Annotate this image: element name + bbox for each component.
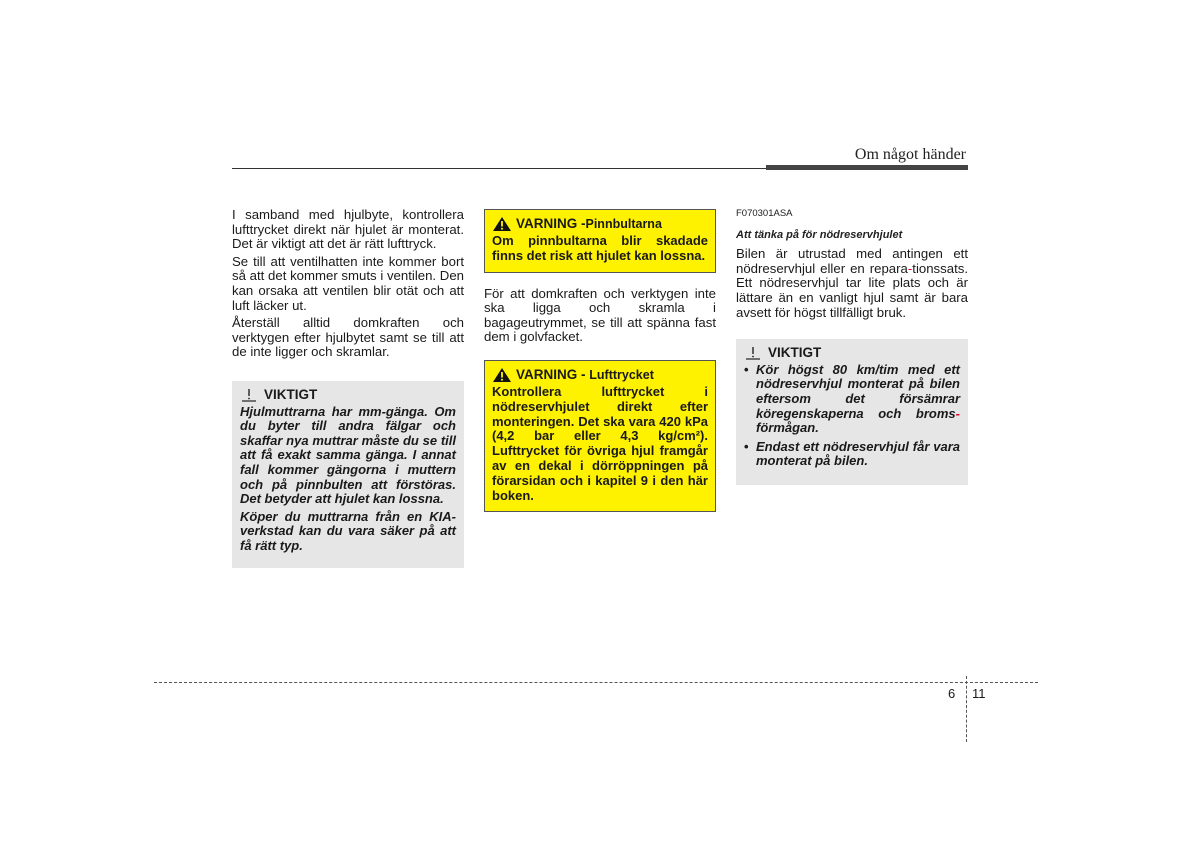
column-right xyxy=(736,207,968,485)
notice-title: VIKTIGT xyxy=(744,346,960,361)
notice-list xyxy=(744,363,960,469)
warning-triangle-icon xyxy=(492,367,512,383)
footer-divider xyxy=(966,676,967,742)
column-left xyxy=(232,208,464,568)
paragraph: För att domkraften och verktygen inte ska ligga och skramla i bagageutrymmet, se till att spänna fast dem i golvfacket. xyxy=(484,285,716,345)
notice-box-spare-wheel xyxy=(736,339,968,485)
list-item: • Endast ett nödreservhjul får vara monterat på bilen. xyxy=(744,440,960,469)
warning-body: Om pinnbultarna blir skadade finns det risk att hjulet kan lossna. xyxy=(492,233,708,263)
header-rule-thick xyxy=(766,165,968,170)
warning-box-studs xyxy=(484,209,716,273)
footer-rule xyxy=(154,682,1038,683)
page-number: 11 xyxy=(972,686,986,701)
warning-body: Kontrollera lufttrycket i nödreservhjulet direkt efter monteringen. Det ska vara 420 kPa (4,2 bar eller 4,3 kg/cm²). Lufttrycket för övriga hjul framgår av en dekal i dörröppningen på förarsidan och i kapitel 9 i den här boken. xyxy=(492,383,708,503)
notice-body: Köper du muttrarna från en KIA-verkstad kan du vara säker på att få rätt typ. xyxy=(240,508,456,553)
warning-title: VARNING - Pinnbultarna xyxy=(492,216,708,232)
notice-body: Hjulmuttrarna har mm-gänga. Om du byter till andra fälgar och skaffar nya muttrar måste du se till att få exakt samma gänga. I annat fall kommer gängorna i muttern och på pinnbulten att förstöras. Det betyder att hjulet kan lossna. xyxy=(240,403,456,507)
warning-title: VARNING - Lufttrycket xyxy=(492,367,708,383)
column-middle xyxy=(484,209,716,512)
notice-box-wheel-nuts xyxy=(232,381,464,569)
section-subheading: Att tänka på för nödreservhjulet xyxy=(736,228,903,241)
warning-triangle-icon xyxy=(492,216,512,232)
warning-box-pressure xyxy=(484,360,716,512)
section-number: 6 xyxy=(948,686,956,701)
page-header-title: Om något händer xyxy=(854,146,966,163)
header-rule-thin xyxy=(232,168,766,169)
paragraph: I samband med hjulbyte, kontrollera lufttrycket direkt när hjulet är monterat. Det är viktigt att det är rätt lufttryck. xyxy=(232,207,464,252)
paragraph: Bilen är utrustad med antingen ett nödreservhjul eller en repara-tionssats. Ett nödreservhjul tar lite plats och är lättare än en vanligt hjul samt är bara avsett för högst tillfälligt bruk. xyxy=(736,246,968,320)
list-item: • Kör högst 80 km/tim med ett nödreservhjul monterat på bilen eftersom det försämrar köregenskaperna och broms-förmågan. xyxy=(744,363,960,436)
reference-code: F070301ASA xyxy=(736,208,793,219)
paragraph: Se till att ventilhatten inte kommer bort så att det kommer smuts i ventilen. Den kan orsaka att ventilen blir otät och att luft läcker ut. xyxy=(232,253,464,313)
caution-icon xyxy=(744,346,762,360)
caution-icon xyxy=(240,388,258,402)
paragraph: Återställ alltid domkraften och verktygen efter hjulbytet samt se till att de inte ligger och skramlar. xyxy=(232,315,464,360)
notice-title: VIKTIGT xyxy=(240,388,456,403)
